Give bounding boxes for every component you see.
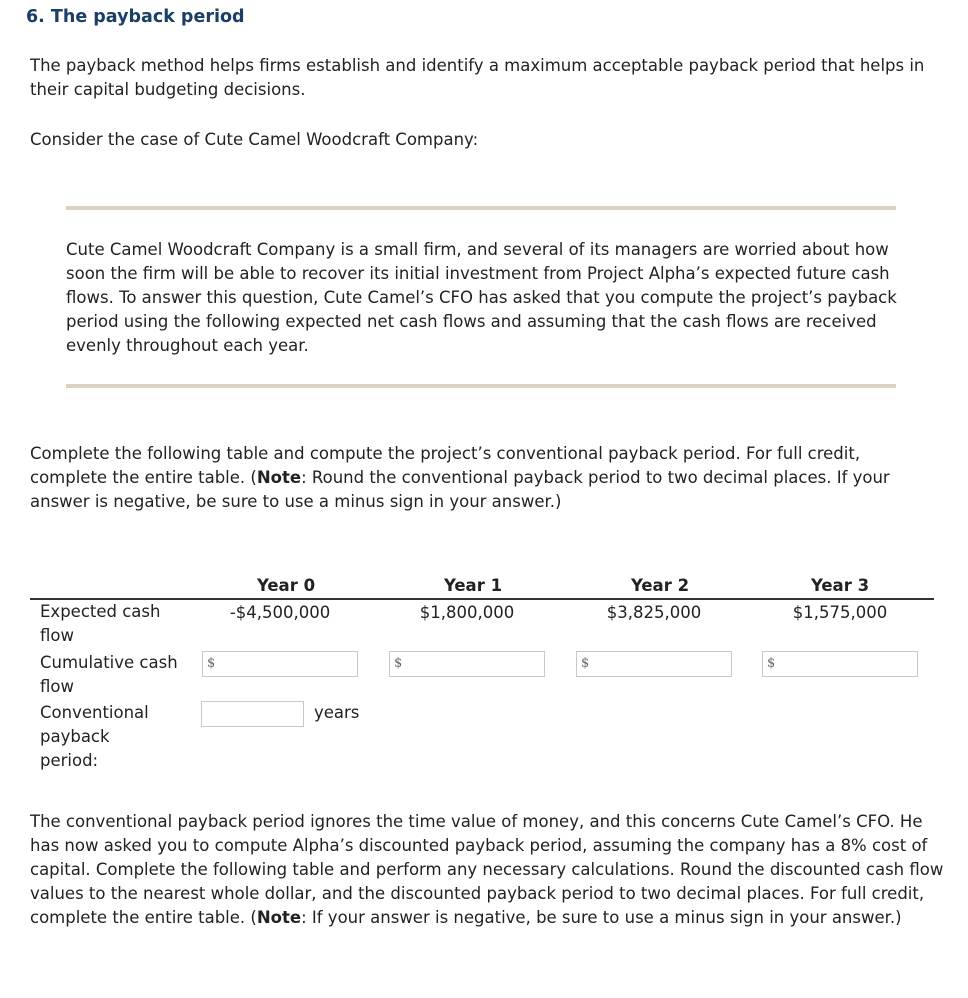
payback-table <box>30 574 934 774</box>
case-top-rule <box>66 206 896 210</box>
cumulative-cash-flow-label: Cumulative cash flow <box>40 653 178 696</box>
expected-cash-flow-year-0: -$4,500,000 <box>229 603 331 622</box>
header-year-0: Year 0 <box>256 576 316 595</box>
case-bottom-rule <box>66 384 896 388</box>
cumulative-cash-flow-input-year-0[interactable] <box>202 651 358 677</box>
cumulative-cash-flow-input-year-2[interactable] <box>576 651 732 677</box>
years-unit-label: years <box>314 703 360 722</box>
instructions-paragraph <box>30 442 935 514</box>
dollar-sign: $ <box>767 656 776 671</box>
closing-text-2: : If your answer is negative, be sure to use a minus sign in your answer.) <box>301 908 902 927</box>
closing-paragraph <box>30 810 945 930</box>
instructions-text-2: : Round the conventional payback period to two decimal places. If your answer is negative, be sure to use a minus sign in your answer.) <box>30 468 890 511</box>
section-title: 6. The payback period <box>26 7 245 27</box>
payback-period-input[interactable] <box>201 701 304 727</box>
dollar-sign: $ <box>581 656 590 671</box>
cumulative-cash-flow-input-year-1[interactable] <box>389 651 545 677</box>
expected-cash-flow-year-2: $3,825,000 <box>606 603 702 622</box>
dollar-sign: $ <box>207 656 216 671</box>
header-year-1: Year 1 <box>443 576 503 595</box>
intro-paragraph: The payback method helps firms establish and identify a maximum acceptable payback period that helps in their capital budgeting decisions. <box>30 56 925 99</box>
dollar-sign: $ <box>394 656 403 671</box>
consider-paragraph: Consider the case of Cute Camel Woodcraft Company: <box>30 130 479 149</box>
closing-text-1: The conventional payback period ignores the time value of money, and this concerns Cute Camel’s CFO. He has now asked you to compute Alpha’s discounted payback period, assuming the company has a 8% cost of capital. Complete the following table and perform any necessary calculations. Round the discounted cash flow values to the nearest whole dollar, and the discounted payback period to two decimal places. For full credit, complete the entire table. ( <box>30 812 944 927</box>
expected-cash-flow-year-1: $1,800,000 <box>419 603 515 622</box>
note-label: Note <box>256 468 302 487</box>
header-year-2: Year 2 <box>630 576 690 595</box>
closing-note-label: Note <box>256 908 302 927</box>
expected-cash-flow-year-3: $1,575,000 <box>792 603 888 622</box>
cumulative-cash-flow-input-year-3[interactable] <box>762 651 918 677</box>
instructions-text-1: Complete the following table and compute the project’s conventional payback period. For full credit, complete the entire table. ( <box>30 444 861 487</box>
case-description: Cute Camel Woodcraft Company is a small firm, and several of its managers are worried about how soon the firm will be able to recover its initial investment from Project Alpha’s expected future cash flows. To answer this question, Cute Camel’s CFO has asked that you compute the project’s payback period using the following expected net cash flows and assuming that the cash flows are received evenly throughout each year. <box>66 240 897 355</box>
payback-period-label: Conventional payback period: <box>40 703 149 770</box>
expected-cash-flow-label: Expected cash flow <box>40 602 161 645</box>
header-year-3: Year 3 <box>810 576 870 595</box>
